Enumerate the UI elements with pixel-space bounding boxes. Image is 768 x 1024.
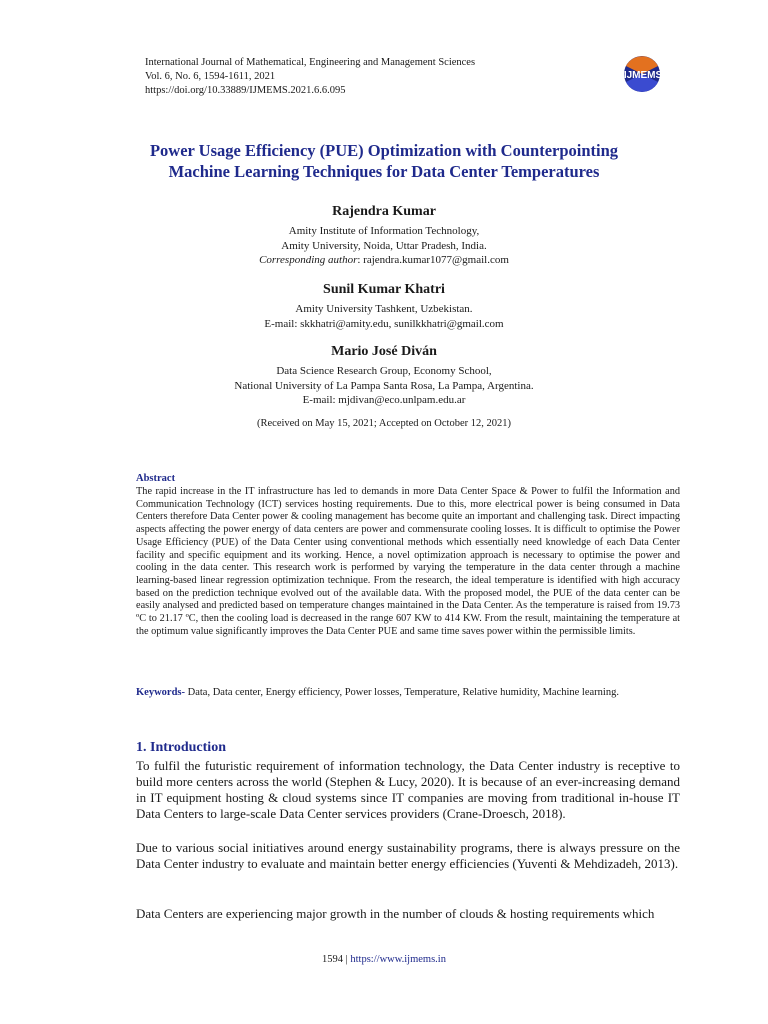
page-number: 1594 bbox=[322, 954, 344, 965]
keywords-label: Keywords- bbox=[136, 687, 185, 698]
corresponding-author: Corresponding author: rajendra.kumar1077@gmail.com bbox=[259, 254, 509, 266]
abstract-section bbox=[136, 472, 680, 638]
author-affiliation: Amity Institute of Information Technology, bbox=[288, 225, 480, 237]
received-dates: (Received on May 15, 2021; Accepted on October 12, 2021) bbox=[257, 418, 511, 429]
abstract-heading: Abstract bbox=[136, 473, 176, 484]
journal-doi[interactable]: https://doi.org/10.33889/IJMEMS.2021.6.6.095 bbox=[145, 85, 346, 96]
author-affiliation: National University of La Pampa Santa Rosa, La Pampa, Argentina. bbox=[234, 379, 534, 392]
intro-paragraph-1: To fulfil the futuristic requirement of information technology, the Data Center industry is receptive to build more centers across the world (Stephen & Lucy, 2020). It is because of an ever-increasing demand in IT equipment hosting & cloud systems since IT companies are moving from traditional in-house IT Data Centers to large-scale Data Center services providers (Crane-Droesch, 2018). bbox=[136, 758, 680, 821]
author-name: Mario José Diván bbox=[331, 344, 437, 359]
author-email[interactable]: E-mail: skkhatri@amity.edu, sunilkkhatri@gmail.com bbox=[264, 317, 504, 330]
journal-logo bbox=[612, 52, 674, 96]
journal-name: International Journal of Mathematical, Engineering and Management Sciences bbox=[145, 57, 476, 68]
keywords bbox=[136, 686, 696, 699]
logo-text: IJMEMS bbox=[623, 70, 663, 81]
author-2 bbox=[100, 281, 668, 331]
journal-header bbox=[145, 56, 605, 98]
footer-url-link[interactable]: https://www.ijmems.in bbox=[350, 954, 446, 965]
author-name: Sunil Kumar Khatri bbox=[323, 282, 445, 297]
author-affiliation: Amity University, Noida, Uttar Pradesh, India. bbox=[281, 239, 487, 252]
intro-paragraph-2: Due to various social initiatives around energy sustainability programs, there is always pressure on the Data Center industry to evaluate and maintain better energy efficiencies (Yuventi & Mehdizadeh, 2013). bbox=[136, 840, 680, 871]
keywords-text: Data, Data center, Energy efficiency, Power losses, Temperature, Relative humidity, Machine learning. bbox=[185, 687, 619, 698]
author-email[interactable]: E-mail: mjdivan@eco.unlpam.edu.ar bbox=[302, 394, 466, 406]
author-affiliation: Data Science Research Group, Economy School, bbox=[276, 365, 492, 377]
page-footer: 1594 | https://www.ijmems.in bbox=[322, 954, 446, 965]
corresponding-email[interactable]: : rajendra.kumar1077@gmail.com bbox=[357, 254, 509, 266]
author-name: Rajendra Kumar bbox=[332, 204, 436, 219]
journal-volume: Vol. 6, No. 6, 1594-1611, 2021 bbox=[145, 71, 276, 82]
author-3 bbox=[100, 343, 668, 408]
author-affiliation: Amity University Tashkent, Uzbekistan. bbox=[295, 303, 473, 315]
intro-paragraph-3: Data Centers are experiencing major growth in the number of clouds & hosting requirements which bbox=[136, 906, 655, 921]
paper-title: Power Usage Efficiency (PUE) Optimization with Counterpointing Machine Learning Techniques for Data Center Temperatures bbox=[149, 141, 619, 181]
section-heading-introduction: 1. Introduction bbox=[136, 740, 226, 755]
abstract-text: The rapid increase in the IT infrastructure has led to demands in more Data Center Space & Power to fulfil the Information and Communication Technology (ICT) services hosting requirements. Due to this, more electrical power is being consumed in Data Centers therefore Data Center power & cooling management has become quite an important and challenging task. Direct impacting aspects affecting the power energy of data centers are power and commensurate cooling losses. It is difficult to optimise the Power Usage Efficiency (PUE) of the Data Center using conventional methods which essentially need knowledge of each Data Center facility and specific equipment and its working. Hence, a novel optimization approach is necessary to optimise the power and cooling in the data center. This research work is performed by varying the temperature in the data center through a machine learning-based linear regression optimization technique. From the research, the ideal temperature is identified with high accuracy based on the prediction technique evolved out of the available data. With the proposed model, the PUE of the data center can be easily analysed and predicted based on temperature changes maintained in the Data Center. As the temperature is raised from 19.73 ºC to 21.17 ºC, then the cooling load is decreased in the range 607 KW to 414 KW. From the result, maintaining the temperature at the optimum value significantly improves the Data Center PUE and same time saves power within the permissible limits. bbox=[136, 486, 680, 637]
author-1 bbox=[100, 203, 668, 268]
